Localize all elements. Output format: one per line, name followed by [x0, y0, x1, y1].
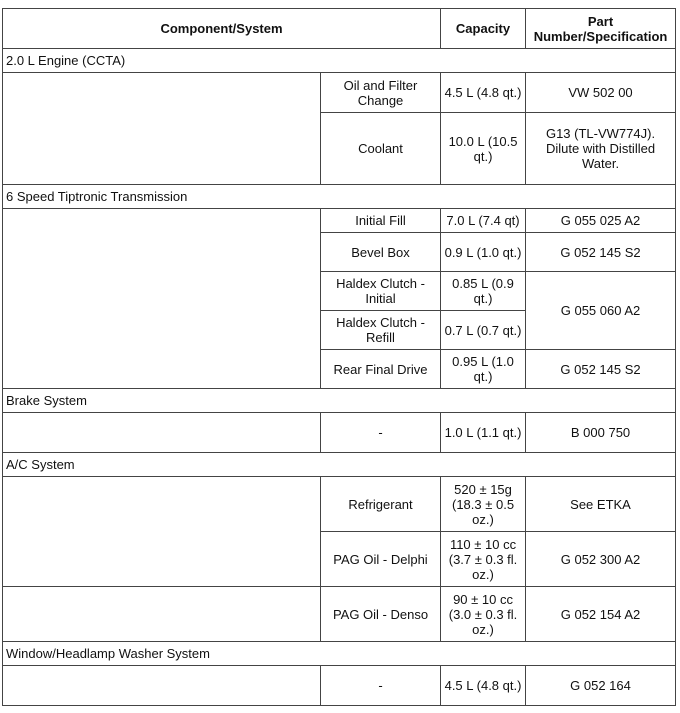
capacity-header: Capacity — [441, 9, 526, 49]
part-cell: G13 (TL-VW774J). Dilute with Distilled Water. — [526, 113, 676, 185]
capacity-cell: 4.5 L (4.8 qt.) — [441, 666, 526, 706]
section-row — [3, 389, 676, 413]
capacity-cell: 0.7 L (0.7 qt.) — [441, 311, 526, 350]
item-cell: PAG Oil - Denso — [321, 587, 441, 642]
empty-cell — [3, 209, 321, 389]
part-cell: G 052 154 A2 — [526, 587, 676, 642]
part-header-line2: Number/Specification — [533, 28, 668, 44]
capacity-cell: 0.95 L (1.0 qt.) — [441, 350, 526, 389]
item-cell: Bevel Box — [321, 233, 441, 272]
section-row — [3, 185, 676, 209]
capacity-cell: 1.0 L (1.1 qt.) — [441, 413, 526, 453]
capacities-table — [2, 8, 676, 706]
item-cell: PAG Oil - Delphi — [321, 532, 441, 587]
section-row — [3, 642, 676, 666]
header-row — [3, 9, 676, 49]
section-title: Brake System — [3, 389, 676, 413]
part-cell: See ETKA — [526, 477, 676, 532]
section-title: 6 Speed Tiptronic Transmission — [3, 185, 676, 209]
empty-cell — [3, 73, 321, 185]
part-cell: G 052 300 A2 — [526, 532, 676, 587]
table-row — [3, 666, 676, 706]
capacity-cell: 0.85 L (0.9 qt.) — [441, 272, 526, 311]
empty-cell — [3, 587, 321, 642]
item-cell: Rear Final Drive — [321, 350, 441, 389]
capacity-cell: 0.9 L (1.0 qt.) — [441, 233, 526, 272]
item-cell: Haldex Clutch - Initial — [321, 272, 441, 311]
item-cell: - — [321, 666, 441, 706]
table-row — [3, 209, 676, 233]
item-cell: Haldex Clutch - Refill — [321, 311, 441, 350]
part-cell: G 052 145 S2 — [526, 350, 676, 389]
capacity-cell: 4.5 L (4.8 qt.) — [441, 73, 526, 113]
section-title: A/C System — [3, 453, 676, 477]
capacity-cell: 110 ± 10 cc (3.7 ± 0.3 fl. oz.) — [441, 532, 526, 587]
table-row — [3, 73, 676, 113]
item-cell: - — [321, 413, 441, 453]
section-row — [3, 49, 676, 73]
item-cell: Coolant — [321, 113, 441, 185]
capacity-cell: 10.0 L (10.5 qt.) — [441, 113, 526, 185]
section-title: Window/Headlamp Washer System — [3, 642, 676, 666]
section-title: 2.0 L Engine (CCTA) — [3, 49, 676, 73]
item-cell: Oil and Filter Change — [321, 73, 441, 113]
table-row — [3, 477, 676, 532]
part-cell: B 000 750 — [526, 413, 676, 453]
part-header — [526, 9, 676, 49]
empty-cell — [3, 477, 321, 587]
section-row — [3, 453, 676, 477]
part-cell: VW 502 00 — [526, 73, 676, 113]
capacity-cell: 7.0 L (7.4 qt) — [441, 209, 526, 233]
table-row — [3, 413, 676, 453]
item-cell: Initial Fill — [321, 209, 441, 233]
capacity-cell: 90 ± 10 cc (3.0 ± 0.3 fl. oz.) — [441, 587, 526, 642]
empty-cell — [3, 666, 321, 706]
part-cell: G 052 164 — [526, 666, 676, 706]
capacity-cell: 520 ± 15g (18.3 ± 0.5 oz.) — [441, 477, 526, 532]
part-header-line1: Part — [587, 13, 614, 29]
empty-cell — [3, 413, 321, 453]
table-row — [3, 587, 676, 642]
item-cell: Refrigerant — [321, 477, 441, 532]
part-cell: G 052 145 S2 — [526, 233, 676, 272]
component-header: Component/System — [3, 9, 441, 49]
part-cell: G 055 060 A2 — [526, 272, 676, 350]
part-cell: G 055 025 A2 — [526, 209, 676, 233]
